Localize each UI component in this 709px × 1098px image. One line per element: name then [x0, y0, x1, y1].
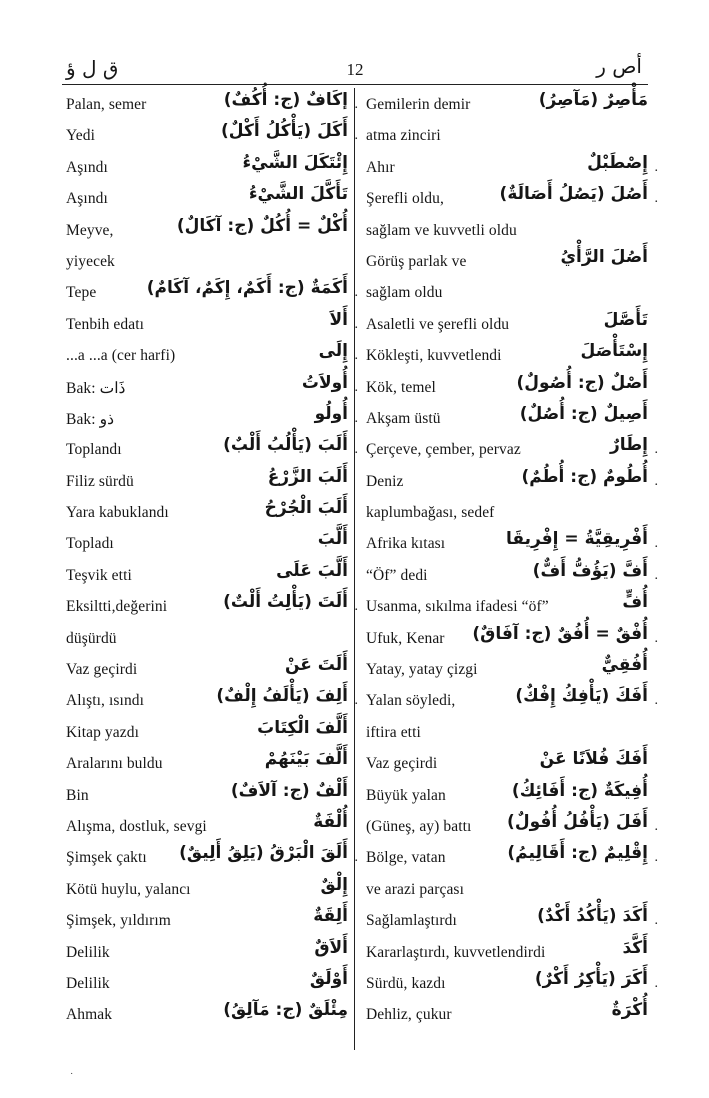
arabic-headword: أُكْرَةٌ — [611, 1000, 648, 1021]
arabic-headword: أَلَبَ الزَّرْعُ — [267, 466, 348, 487]
dictionary-entry — [66, 372, 358, 404]
dictionary-entry — [366, 404, 648, 435]
turkish-meaning: Bak: ذَات — [66, 379, 126, 397]
arabic-headword: أُكْلٌ = أُكُلٌ (ج: آكَالٌ) — [176, 215, 348, 236]
entry-bullet: . — [354, 693, 358, 709]
arabic-headword: أَفْرِيقِيَّةُ = إِفْرِيقَا — [505, 529, 648, 550]
turkish-meaning: Aşındı — [66, 158, 108, 176]
arabic-headword: أُفٍّ — [622, 592, 648, 613]
dictionary-entry — [66, 906, 348, 937]
dictionary-entry — [66, 309, 358, 341]
arabic-headword: أُولاَتُ — [301, 372, 348, 393]
dictionary-entry — [366, 466, 658, 498]
arabic-headword: إِئْتَكَلَ الشَّيْءُ — [242, 152, 348, 173]
arabic-headword: أَلَبَ (يَأْلُبُ أَلْبٌ) — [223, 435, 348, 456]
left-column — [66, 90, 358, 1032]
dictionary-entry — [66, 969, 348, 1000]
turkish-meaning: sağlam ve kuvvetli oldu — [366, 221, 517, 239]
dictionary-entry — [66, 938, 348, 969]
arabic-headword: أُولُو — [314, 403, 348, 424]
entry-bullet: . — [354, 410, 358, 426]
page-header — [62, 54, 648, 84]
turkish-meaning: Yatay, yatay çizgi — [366, 661, 478, 679]
turkish-meaning: Alıştı, ısındı — [66, 692, 145, 710]
dictionary-entry — [66, 467, 348, 498]
dictionary-entry — [366, 655, 648, 686]
arabic-headword: أَفَّ (يَؤُفُّ أَفٌّ) — [532, 560, 648, 581]
arabic-headword: إِسْتَأْصَلَ — [580, 341, 648, 362]
turkish-meaning: Delilik — [66, 974, 110, 992]
entry-bullet: . — [354, 599, 358, 615]
arabic-headword: أَكَدَ (يَأْكُدُ أَكْدٌ) — [537, 906, 648, 927]
dictionary-entry — [366, 121, 648, 152]
arabic-headword: أَصُلَ الرَّأْيُ — [560, 246, 648, 267]
arabic-headword: أَفَلَ (يَأْفُلُ أُفُولٌ) — [507, 811, 648, 832]
arabic-headword: تَأَكَّلَ الشَّيْءُ — [248, 184, 348, 205]
turkish-meaning: Vaz geçirdi — [66, 661, 138, 679]
dictionary-entry — [66, 812, 348, 843]
turkish-meaning: Eksiltti,değerini — [66, 598, 168, 616]
dictionary-entry — [66, 90, 358, 121]
dictionary-entry — [366, 749, 648, 780]
arabic-headword: أَلَّبَ عَلَى — [276, 560, 348, 581]
arabic-headword: أَفَكَ فُلاَنًا عَنْ — [539, 749, 648, 770]
turkish-meaning: Asaletli ve şerefli oldu — [366, 315, 510, 333]
turkish-meaning: yiyecek — [66, 252, 115, 270]
arabic-headword: أَصْلٌ (ج: أُصُولٌ) — [516, 372, 648, 393]
turkish-meaning: Delilik — [66, 943, 110, 961]
arabic-headword: أَلَقَ الْبَرْقُ (يَلِقُ أَلِيقٌ) — [179, 843, 348, 864]
dictionary-entry — [66, 153, 348, 184]
entry-bullet: . — [654, 818, 658, 834]
turkish-meaning: Kökleşti, kuvvetlendi — [366, 347, 502, 365]
dictionary-entry — [66, 718, 348, 749]
dictionary-entry — [366, 373, 648, 404]
entry-bullet: . — [654, 693, 658, 709]
arabic-headword: أَلَتَ (يَأْلِتُ أَلْتٌ) — [223, 592, 348, 613]
arabic-headword: مَأْصِرٌ (مَآصِرُ) — [538, 90, 648, 110]
arabic-headword: أَكَلَ (يَأْكُلُ أَكْلٌ) — [221, 121, 348, 142]
arabic-headword: أَلَّفَ بَيْنَهُمْ — [264, 749, 348, 770]
arabic-headword: مِئْلَقٌ (ج: مَآلِقُ) — [223, 1000, 348, 1021]
turkish-meaning: Dehliz, çukur — [366, 1006, 452, 1024]
arabic-headword: إِلْقٌ — [320, 874, 348, 895]
arabic-headword: أَلَتَ عَنْ — [284, 655, 348, 676]
dictionary-entry — [366, 968, 658, 1000]
turkish-meaning: Yara kabuklandı — [66, 504, 169, 522]
page-speck: ˙ — [70, 1072, 74, 1083]
turkish-meaning: (Güneş, ay) battı — [366, 817, 472, 835]
turkish-meaning: Yedi — [66, 127, 95, 145]
dictionary-entry — [66, 278, 358, 309]
arabic-headword: أُفِيكَةٌ (ج: أَفَائِكُ) — [511, 780, 648, 801]
entry-bullet: . — [654, 850, 658, 866]
arabic-headword: إِصْطَبْلٌ — [587, 152, 648, 173]
dictionary-entry — [366, 184, 658, 215]
dictionary-entry — [66, 341, 358, 372]
dictionary-entry — [366, 560, 658, 592]
turkish-meaning: Bak: ذو — [66, 410, 115, 428]
turkish-meaning: Topladı — [66, 535, 114, 553]
turkish-meaning: Çerçeve, çember, pervaz — [366, 441, 521, 459]
turkish-meaning: düşürdü — [66, 629, 117, 647]
arabic-headword: أَصِيلٌ (ج: أُصُلٌ) — [519, 403, 648, 424]
arabic-headword: أَلْفٌ (ج: آلاَفٌ) — [230, 780, 348, 801]
dictionary-entry — [66, 655, 348, 686]
entry-bullet: . — [654, 191, 658, 207]
arabic-headword: إِطَارٌ — [609, 435, 648, 456]
arabic-headword: أَوْلَقٌ — [309, 968, 348, 989]
entry-bullet: . — [654, 630, 658, 646]
dictionary-entry — [366, 498, 648, 529]
turkish-meaning: iftira etti — [366, 723, 421, 741]
entry-bullet: . — [654, 442, 658, 458]
turkish-meaning: Kararlaştırdı, kuvvetlendirdi — [366, 943, 546, 961]
turkish-meaning: Ahır — [366, 158, 395, 176]
turkish-meaning: Tenbih edatı — [66, 315, 145, 333]
turkish-meaning: Büyük yalan — [366, 786, 446, 804]
arabic-headword: أُفْقٌ = أُفُقٌ (ج: آفَاقٌ) — [472, 623, 648, 644]
turkish-meaning: Kök, temel — [366, 378, 436, 396]
turkish-meaning: Şimşek, yıldırım — [66, 912, 171, 930]
entry-bullet: . — [354, 316, 358, 332]
dictionary-entry — [366, 623, 658, 655]
entry-bullet: . — [654, 536, 658, 552]
arabic-headword: تَأَصَّلَ — [603, 309, 648, 330]
dictionary-entry — [366, 906, 658, 937]
turkish-meaning: Afrika kıtası — [366, 535, 446, 553]
entry-bullet: . — [354, 97, 358, 112]
dictionary-entry — [366, 310, 648, 341]
dictionary-entry — [366, 718, 648, 749]
dictionary-entry — [366, 938, 648, 969]
arabic-headword: أَكَمَةٌ (ج: أَكَمٌ، إِكَمٌ، آكَامٌ) — [146, 278, 348, 299]
dictionary-entry — [366, 435, 658, 466]
entry-bullet: . — [354, 379, 358, 395]
entry-bullet: . — [654, 159, 658, 175]
header-right-letters: أص ر — [596, 54, 642, 78]
turkish-meaning: Ufuk, Kenar — [366, 629, 445, 647]
entry-bullet: . — [354, 850, 358, 866]
dictionary-entry — [66, 561, 348, 592]
dictionary-entry — [66, 121, 358, 152]
turkish-meaning: Ahmak — [66, 1006, 113, 1024]
turkish-meaning: Sürdü, kazdı — [366, 974, 446, 992]
arabic-headword: أَلِفَ (يَأْلَفُ إِلْفٌ) — [216, 686, 348, 707]
dictionary-entry — [66, 624, 348, 655]
page-number: 12 — [346, 60, 364, 79]
arabic-headword: إِلَى — [318, 341, 348, 362]
dictionary-entry — [366, 811, 658, 843]
turkish-meaning: Tepe — [66, 284, 97, 302]
turkish-meaning: Bin — [66, 786, 89, 804]
turkish-meaning: Teşvik etti — [66, 566, 132, 584]
turkish-meaning: Meyve, — [66, 221, 114, 239]
dictionary-entry — [66, 781, 348, 812]
arabic-headword: إكَافٌ (ج: أُكُفٌ) — [223, 90, 348, 110]
right-column — [366, 90, 658, 1032]
turkish-meaning: “Öf” dedi — [366, 566, 428, 584]
arabic-headword: أَلِقَةٌ — [313, 906, 348, 927]
turkish-meaning: Aşındı — [66, 190, 108, 208]
dictionary-entry — [66, 403, 358, 435]
arabic-headword: أَصُلَ (يَصُلُ أَصَالَةٌ) — [499, 184, 648, 205]
arabic-headword: أُفُقِيٌّ — [601, 655, 648, 676]
turkish-meaning: Palan, semer — [66, 96, 147, 113]
turkish-meaning: Görüş parlak ve — [366, 252, 467, 270]
header-left-letters: ق ل ؤ — [66, 56, 119, 80]
dictionary-entry — [66, 749, 348, 780]
turkish-meaning: Usanma, sıkılma ifadesi “öf” — [366, 598, 549, 616]
turkish-meaning: atma zinciri — [366, 127, 441, 145]
dictionary-entry — [366, 90, 648, 121]
turkish-meaning: Kötü huylu, yalancı — [66, 880, 191, 898]
arabic-headword: أُطُومٌ (ج: أُطُمٌ) — [521, 466, 648, 487]
dictionary-entry — [366, 686, 658, 717]
dictionary-entry — [366, 216, 648, 247]
entry-bullet: . — [354, 348, 358, 364]
arabic-headword: أَلَّبَ — [317, 529, 348, 550]
entry-bullet: . — [654, 913, 658, 929]
arabic-headword: إِقْلِيمٌ (ج: أَقَالِيمُ) — [507, 843, 648, 864]
turkish-meaning: Alışma, dostluk, sevgi — [66, 817, 207, 835]
entry-bullet: . — [354, 285, 358, 301]
turkish-meaning: Şerefli oldu, — [366, 190, 444, 208]
arabic-headword: أَلَّفَ الْكِتَابَ — [257, 717, 348, 738]
dictionary-entry — [366, 152, 658, 184]
dictionary-entry — [66, 1000, 348, 1031]
dictionary-entry — [366, 247, 648, 278]
dictionary-entry — [366, 529, 658, 560]
dictionary-entry — [66, 247, 348, 278]
dictionary-entry — [366, 278, 648, 309]
turkish-meaning: Vaz geçirdi — [366, 755, 438, 773]
turkish-meaning: ve arazi parçası — [366, 880, 464, 898]
entry-bullet: . — [354, 128, 358, 144]
dictionary-entry — [366, 592, 648, 623]
dictionary-entry — [366, 341, 648, 372]
dictionary-entry — [366, 875, 648, 906]
turkish-meaning: Toplandı — [66, 441, 122, 459]
header-rule — [62, 84, 648, 85]
arabic-headword: أَفَكَ (يَأْفِكُ إِفْكٌ) — [515, 686, 648, 707]
dictionary-entry — [366, 1000, 648, 1031]
turkish-meaning: Deniz — [366, 472, 404, 490]
dictionary-entry — [366, 843, 658, 874]
dictionary-entry — [366, 781, 648, 812]
turkish-meaning: Aralarını buldu — [66, 755, 163, 773]
turkish-meaning: kaplumbağası, sedef — [366, 504, 495, 522]
entry-bullet: . — [354, 442, 358, 458]
dictionary-entry — [66, 843, 358, 874]
dictionary-entry — [66, 529, 348, 560]
arabic-headword: أَلاَ — [329, 309, 348, 330]
dictionary-entry — [66, 592, 358, 623]
turkish-meaning: Akşam üstü — [366, 409, 441, 427]
turkish-meaning: Bölge, vatan — [366, 849, 446, 867]
arabic-headword: أَكَّدَ — [622, 937, 648, 958]
turkish-meaning: Kitap yazdı — [66, 723, 139, 741]
entry-bullet: . — [654, 975, 658, 991]
dictionary-entry — [66, 686, 358, 717]
column-divider — [354, 88, 355, 1050]
arabic-headword: أَكَرَ (يَأْكِرُ أَكْرٌ) — [534, 968, 648, 989]
turkish-meaning: Filiz sürdü — [66, 472, 134, 490]
dictionary-entry — [66, 498, 348, 529]
turkish-meaning: ...a ...a (cer harfi) — [66, 347, 176, 365]
turkish-meaning: Yalan söyledi, — [366, 692, 456, 710]
turkish-meaning: Şimşek çaktı — [66, 849, 147, 867]
arabic-headword: أُلْفَةٌ — [313, 811, 348, 832]
turkish-meaning: sağlam oldu — [366, 284, 443, 302]
arabic-headword: أَلَبَ الْجُرْحُ — [264, 498, 348, 519]
dictionary-entry — [66, 875, 348, 906]
dictionary-entry — [66, 435, 358, 466]
turkish-meaning: Gemilerin demir — [366, 96, 471, 113]
entry-bullet: . — [654, 567, 658, 583]
arabic-headword: أَلاَقٌ — [314, 937, 348, 958]
dictionary-entry — [66, 216, 348, 247]
entry-bullet: . — [654, 473, 658, 489]
dictionary-entry — [66, 184, 348, 215]
turkish-meaning: Sağlamlaştırdı — [366, 912, 457, 930]
